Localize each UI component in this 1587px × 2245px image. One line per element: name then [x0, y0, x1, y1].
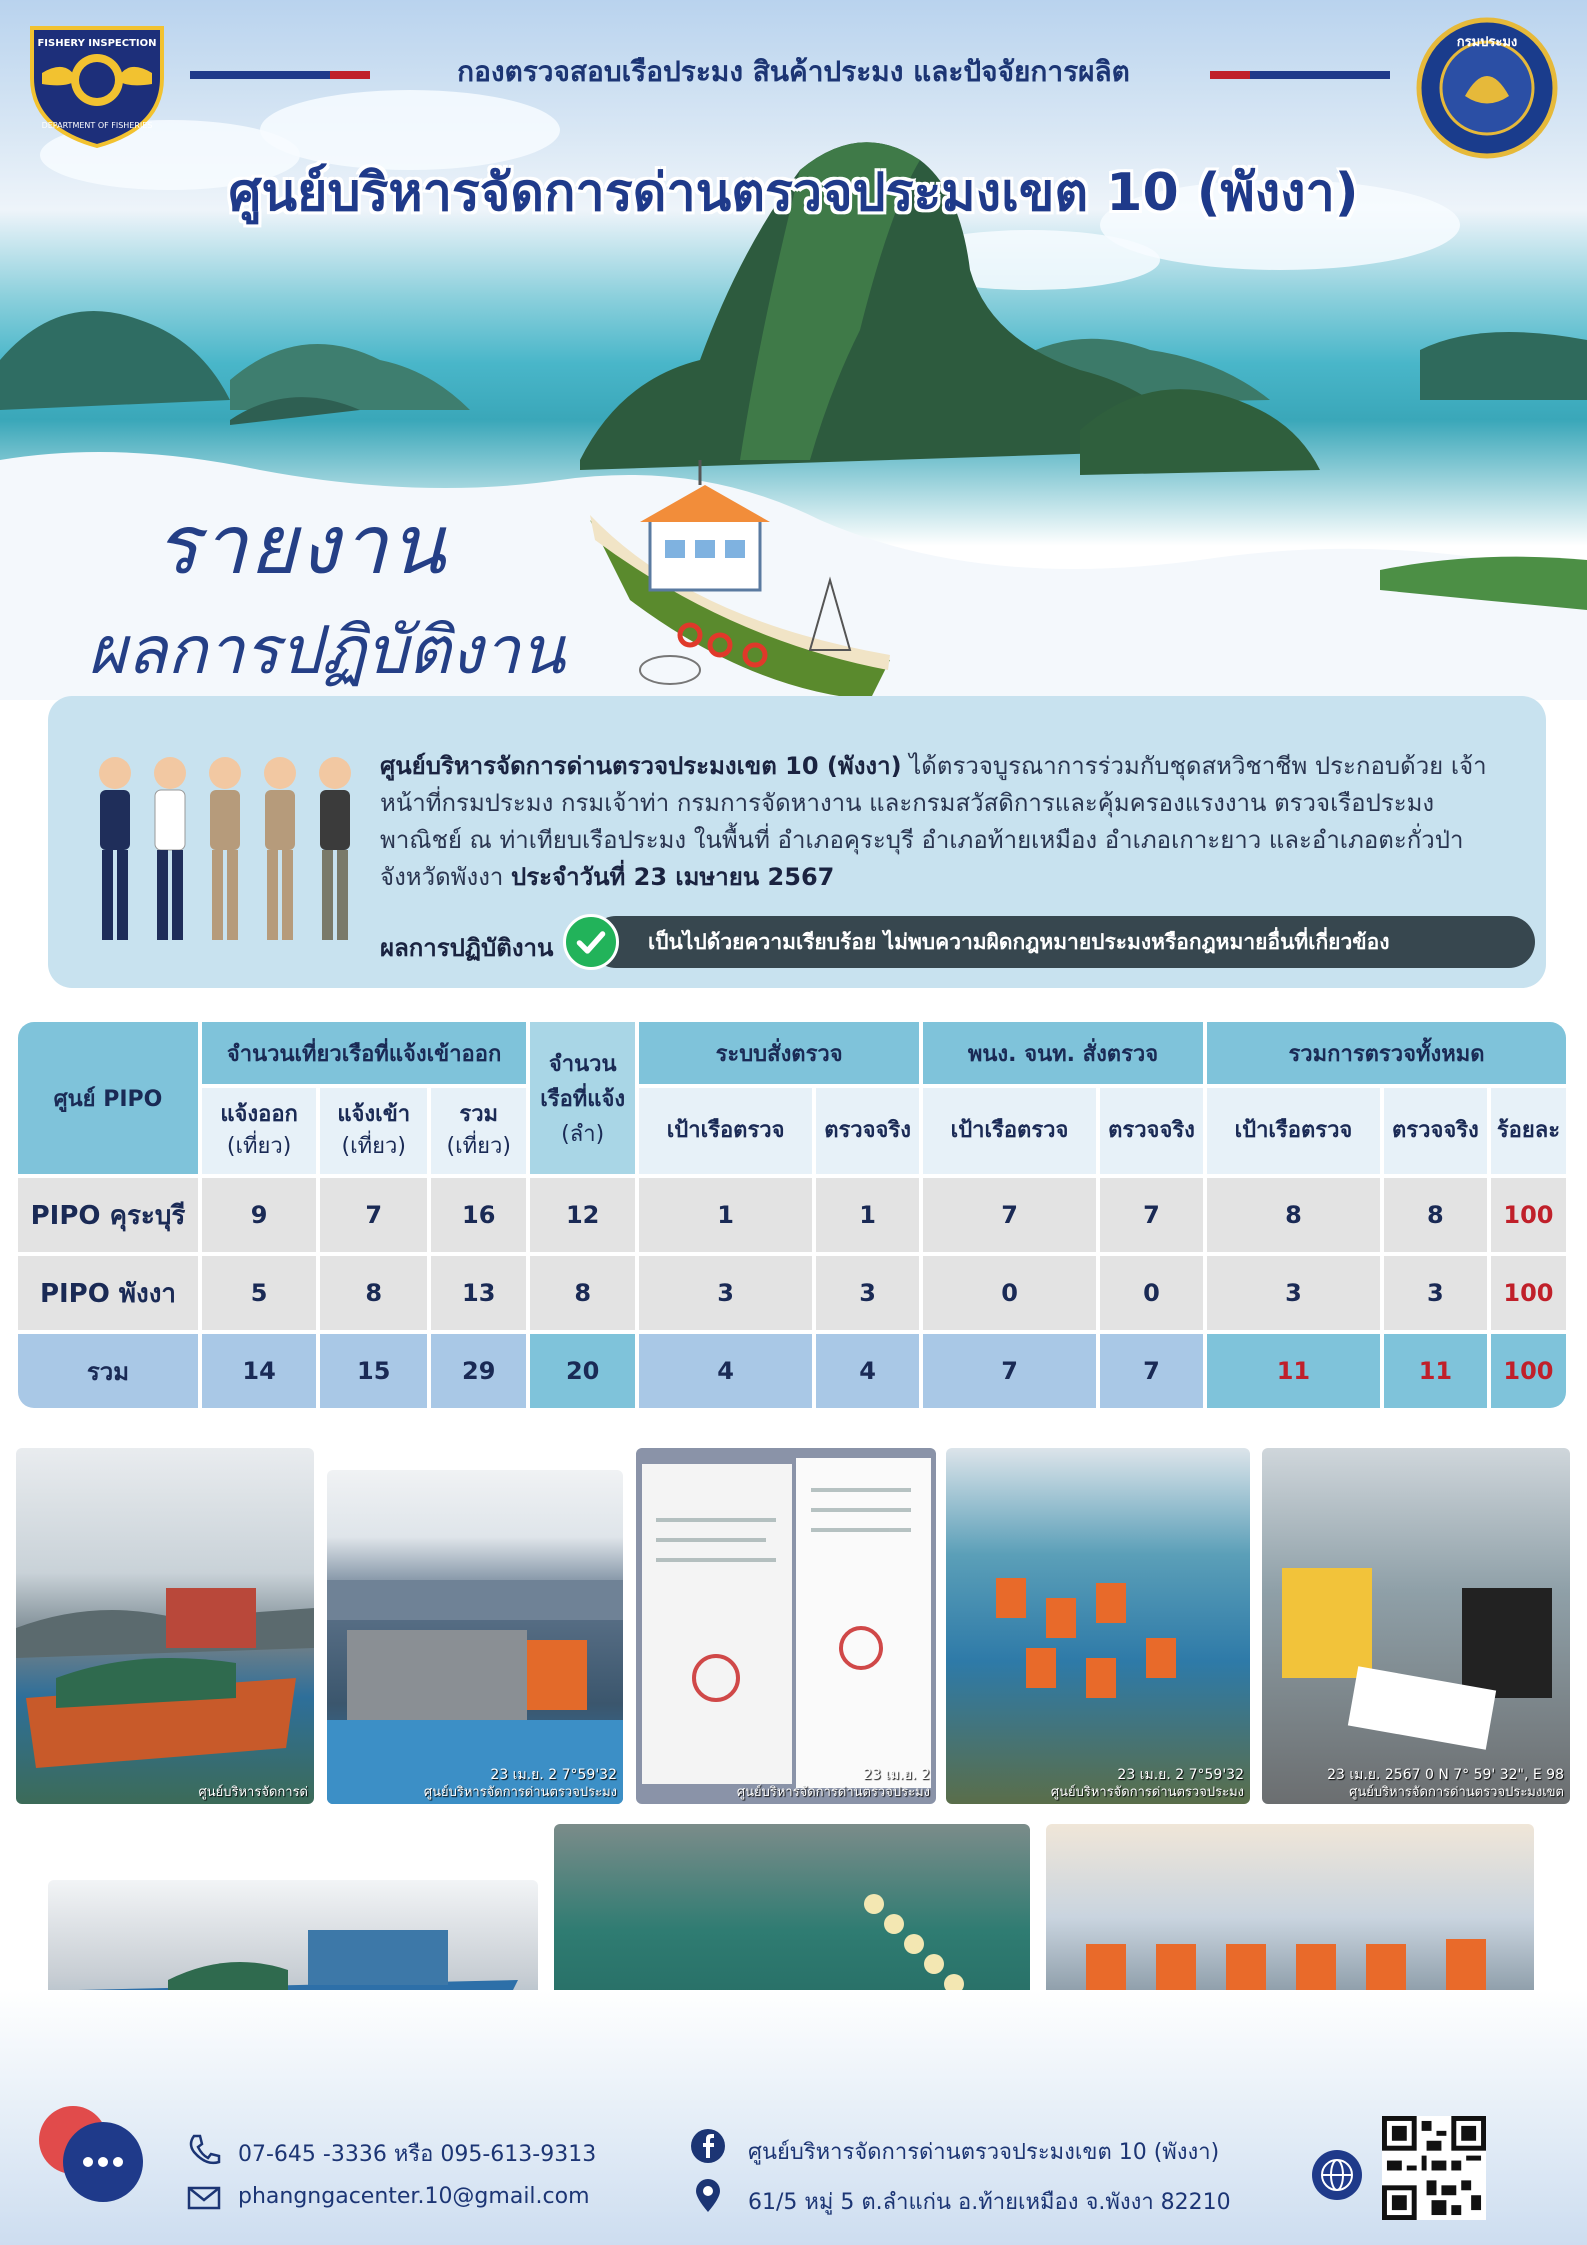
photo-caption: ศูนย์บริหารจัดการด่านตรวจประมง	[1050, 1785, 1244, 1800]
svg-text:FISHERY INSPECTION: FISHERY INSPECTION	[37, 38, 157, 49]
cell-in: 8	[320, 1256, 427, 1330]
photo-documents	[636, 1448, 936, 1804]
cell-out: 5	[202, 1256, 316, 1330]
photo-stamp: 23 เม.ย. 2	[863, 1767, 930, 1783]
sum-label: รวม	[459, 1102, 499, 1127]
sum-unit: (เที่ยว)	[446, 1134, 511, 1159]
vessels-column-header	[530, 1022, 635, 1174]
photo-crew-on-boat	[946, 1448, 1250, 1804]
inspection-stats-table	[14, 1018, 1570, 1412]
total-sys-actual: 4	[816, 1334, 919, 1408]
photo-stamp: 23 เม.ย. 2567 0 N 7° 59' 32", E 98	[1327, 1767, 1564, 1783]
email-icon	[186, 2180, 222, 2216]
cell-off-target: 0	[923, 1256, 1096, 1330]
cell-tot-target: 3	[1207, 1256, 1380, 1330]
out-column-header	[202, 1088, 316, 1174]
cell-sys-target: 1	[639, 1178, 812, 1252]
cell-tot-target: 8	[1207, 1178, 1380, 1252]
row-name: PIPO คุระบุรี	[18, 1178, 198, 1252]
check-icon	[563, 914, 619, 970]
page-title: ศูนย์บริหารจัดการด่านตรวจประมงเขต 10 (พังงา)	[228, 163, 1359, 223]
cell-percent: 100	[1491, 1178, 1566, 1252]
photo-boat-deck	[327, 1470, 623, 1804]
facebook-icon	[690, 2128, 726, 2164]
globe-icon[interactable]	[1310, 2148, 1364, 2202]
organization-name: กองตรวจสอบเรือประมง สินค้าประมง และปัจจัยการผลิต	[457, 55, 1130, 88]
report-date: ประจำวันที่ 23 เมษายน 2567	[511, 863, 835, 891]
boat-scene-graphic	[16, 1448, 314, 1804]
cell-vessels: 8	[530, 1256, 635, 1330]
sys-target-header: เป้าเรือตรวจ	[639, 1088, 812, 1174]
photo-caption: ศูนย์บริหารจัดการด่านตรวจประมง	[423, 1785, 617, 1800]
trips-group-header: จำนวนเที่ยวเรือที่แจ้งเข้าออก	[202, 1022, 526, 1084]
total-name: รวม	[18, 1334, 198, 1408]
summary-body: ได้ตรวจบูรณาการร่วมกับชุดสหวิชาชีพ ประกอบด้วย เจ้าหน้าที่กรมประมง กรมเจ้าท่า กรมการจัดหางาน และกรมสวัสดิการและคุ้มครองแรงงาน ตรวจเรือประมงพาณิชย์ ณ ท่าเทียบเรือประมง ในพื้นที่ อำเภอคุระบุรี อำเภอท้ายเหมือง อำเภอเกาะยาว และอำเภอตะกั่วป่า จังหวัดพังงา	[380, 752, 1487, 891]
tot-target-header: เป้าเรือตรวจ	[1207, 1088, 1380, 1174]
total-off-target: 7	[923, 1334, 1096, 1408]
off-actual-header: ตรวจจริง	[1100, 1088, 1203, 1174]
cell-vessels: 12	[530, 1178, 635, 1252]
vessels-label: จำนวนเรือที่แจ้ง	[540, 1051, 626, 1112]
cell-off-target: 7	[923, 1178, 1096, 1252]
out-unit: (เที่ยว)	[226, 1134, 292, 1159]
total-in: 15	[320, 1334, 427, 1408]
total-percent: 100	[1491, 1334, 1566, 1408]
summary-text	[380, 748, 1500, 896]
location-pin-icon	[690, 2178, 726, 2214]
cell-sys-actual: 1	[816, 1178, 919, 1252]
result-message: เป็นไปด้วยความเรียบร้อย ไม่พบความผิดกฎหมายประมงหรือกฎหมายอื่นที่เกี่ยวข้อง	[590, 916, 1535, 968]
photo-stamp: 23 เม.ย. 2 7°59'32	[490, 1767, 617, 1783]
svg-text:DEPARTMENT OF FISHERIES: DEPARTMENT OF FISHERIES	[41, 121, 153, 130]
table-row	[18, 1256, 1566, 1330]
cell-sum: 16	[431, 1178, 526, 1252]
officers-illustration	[90, 748, 360, 958]
row-name: PIPO พังงา	[18, 1256, 198, 1330]
tot-actual-header: ตรวจจริง	[1384, 1088, 1487, 1174]
center-name: ศูนย์บริหารจัดการด่านตรวจประมงเขต 10 (พังงา)	[380, 752, 902, 780]
result-label: ผลการปฏิบัติงาน	[380, 934, 554, 962]
chat-icon[interactable]	[28, 2100, 148, 2210]
deck-scene-graphic	[327, 1470, 623, 1804]
center-column-header: ศูนย์ PIPO	[18, 1022, 198, 1174]
cell-percent: 100	[1491, 1256, 1566, 1330]
cell-in: 7	[320, 1178, 427, 1252]
cell-off-actual: 0	[1100, 1256, 1203, 1330]
photo-caption: ศูนย์บริหารจัดการด่	[198, 1785, 308, 1800]
phone-icon	[186, 2132, 222, 2168]
out-label: แจ้งออก	[220, 1102, 298, 1127]
report-subtitle: ผลการปฏิบัติงาน	[88, 612, 565, 689]
report-title: รายงาน	[155, 498, 448, 593]
photo-caption: ศูนย์บริหารจัดการด่านตรวจประมง	[736, 1785, 930, 1800]
cell-tot-actual: 8	[1384, 1178, 1487, 1252]
email-address[interactable]: phangngacenter.10@gmail.com	[238, 2184, 590, 2209]
cell-tot-actual: 3	[1384, 1256, 1487, 1330]
photo-signing-documents	[1262, 1448, 1570, 1804]
cell-sys-actual: 3	[816, 1256, 919, 1330]
percent-header: ร้อยละ	[1491, 1088, 1566, 1174]
documents-graphic	[636, 1448, 936, 1804]
result-row	[380, 914, 1535, 970]
photo-stamp: 23 เม.ย. 2 7°59'32	[1117, 1767, 1244, 1783]
crew-graphic	[946, 1448, 1250, 1804]
off-target-header: เป้าเรือตรวจ	[923, 1088, 1096, 1174]
table-total-row	[18, 1334, 1566, 1408]
cell-out: 9	[202, 1178, 316, 1252]
total-group-header: รวมการตรวจทั้งหมด	[1207, 1022, 1566, 1084]
fishing-boat-illustration	[570, 460, 900, 730]
cell-sys-target: 3	[639, 1256, 812, 1330]
officer-group-header: พนง. จนท. สั่งตรวจ	[923, 1022, 1203, 1084]
photo-boat-moored	[16, 1448, 314, 1804]
total-tot-target: 11	[1207, 1334, 1380, 1408]
total-tot-actual: 11	[1384, 1334, 1487, 1408]
photo-caption: ศูนย์บริหารจัดการด่านตรวจประมงเขต	[1349, 1785, 1564, 1800]
address: 61/5 หมู่ 5 ต.ลำแก่น อ.ท้ายเหมือง จ.พังงา 82210	[748, 2190, 1231, 2215]
cell-off-actual: 7	[1100, 1178, 1203, 1252]
in-column-header	[320, 1088, 427, 1174]
cell-sum: 13	[431, 1256, 526, 1330]
total-vessels: 20	[530, 1334, 635, 1408]
qr-code[interactable]	[1382, 2116, 1486, 2220]
total-sum: 29	[431, 1334, 526, 1408]
sys-actual-header: ตรวจจริง	[816, 1088, 919, 1174]
system-group-header: ระบบสั่งตรวจ	[639, 1022, 919, 1084]
vessels-unit: (ลำ)	[561, 1121, 605, 1147]
total-off-actual: 7	[1100, 1334, 1203, 1408]
in-label: แจ้งเข้า	[337, 1102, 411, 1127]
phone-number[interactable]: 07-645 -3336 หรือ 095-613-9313	[238, 2142, 597, 2167]
signing-graphic	[1262, 1448, 1570, 1804]
total-out: 14	[202, 1334, 316, 1408]
table-row	[18, 1178, 1566, 1252]
in-unit: (เที่ยว)	[341, 1134, 406, 1159]
svg-text:กรมประมง: กรมประมง	[1456, 35, 1518, 50]
facebook-page[interactable]: ศูนย์บริหารจัดการด่านตรวจประมงเขต 10 (พังงา)	[748, 2140, 1220, 2165]
total-sys-target: 4	[639, 1334, 812, 1408]
sum-column-header	[431, 1088, 526, 1174]
